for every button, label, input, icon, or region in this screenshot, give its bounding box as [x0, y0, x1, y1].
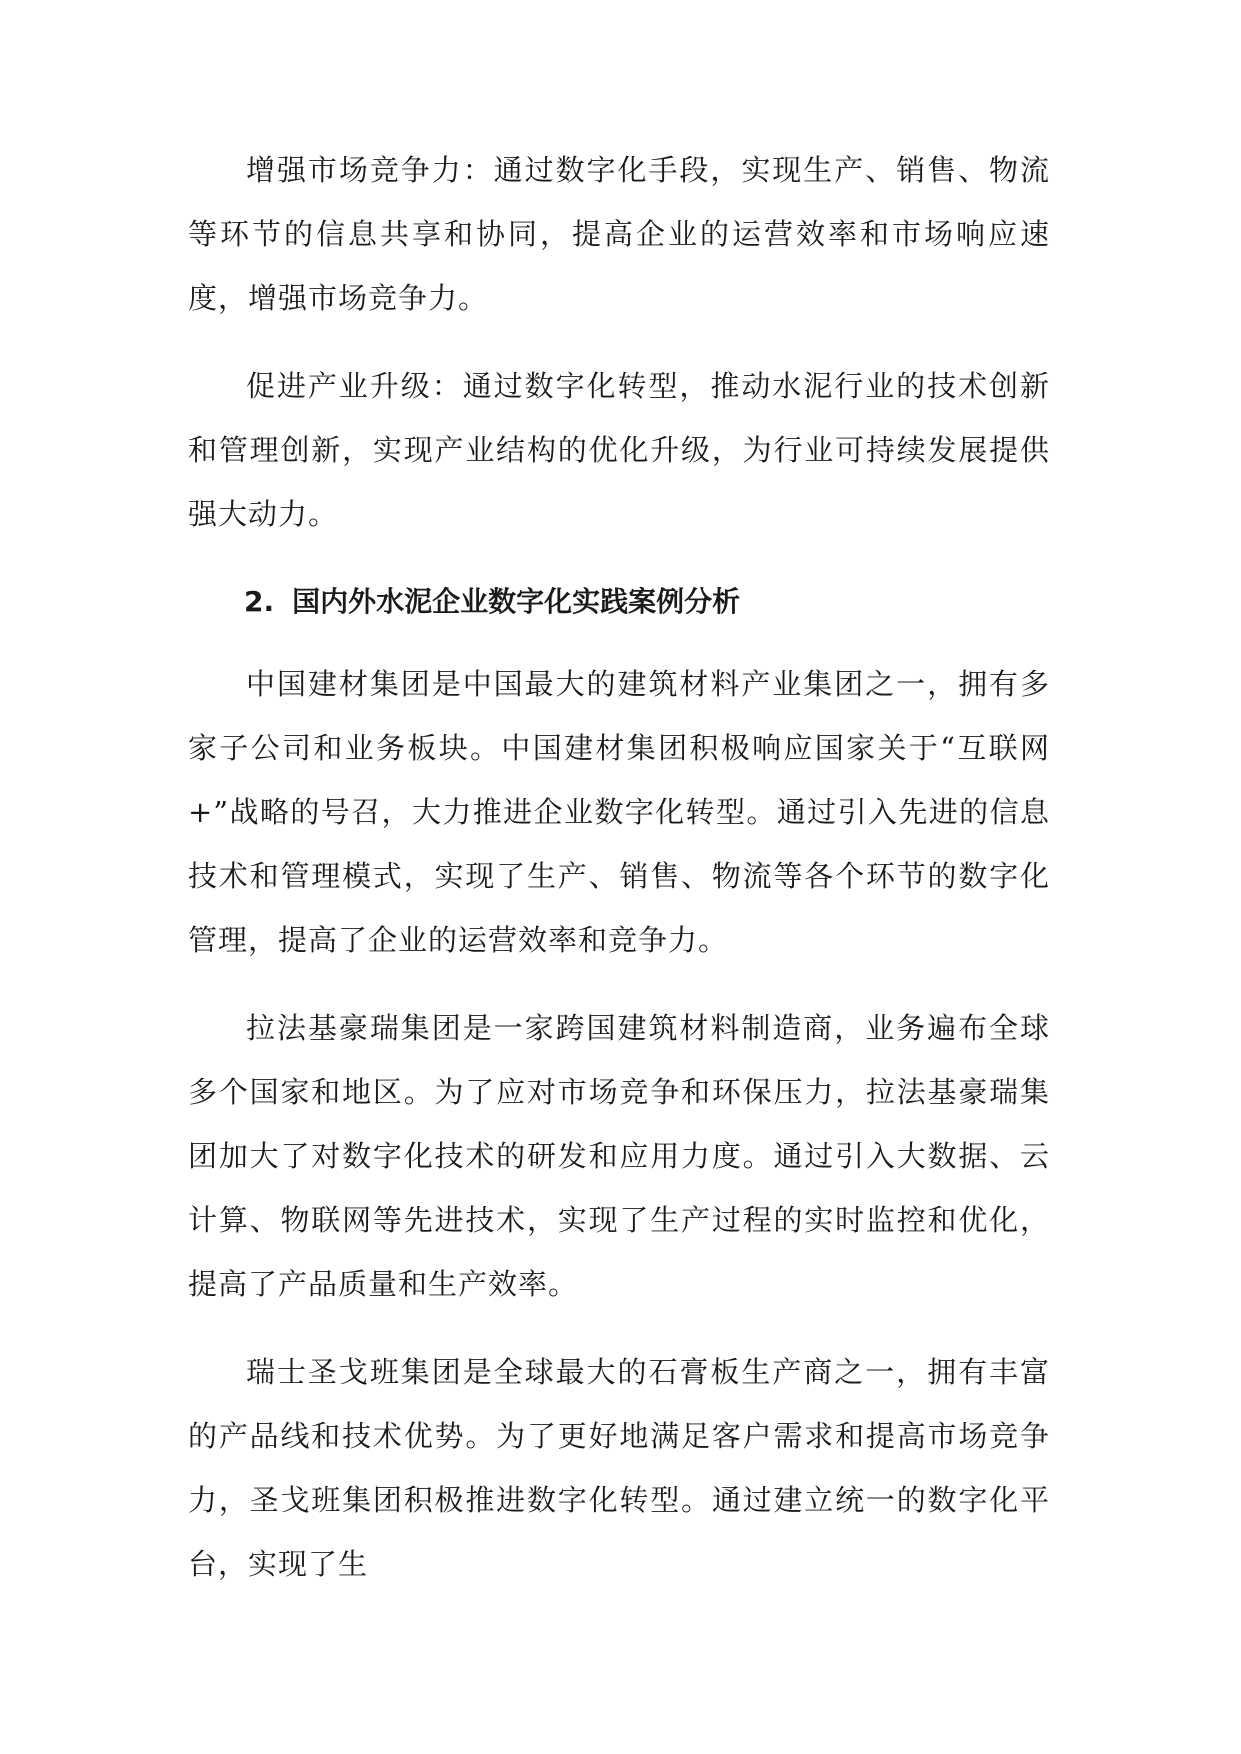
section-heading — [188, 570, 1050, 634]
section-number: 2. — [244, 585, 275, 618]
paragraph-lafargeholcim-case: 拉法基豪瑞集团是一家跨国建筑材料制造商，业务遍布全球多个国家和地区。为了应对市场竞争和环保压力，拉法基豪瑞集团加大了对数字化技术的研发和应用力度。通过引入大数据、云计算、物联网等先进技术，实现了生产过程的实时监控和优化，提高了产品质量和生产效率。 — [188, 1011, 1050, 1301]
section-title: 国内外水泥企业数字化实践案例分析 — [292, 585, 741, 618]
paragraph-cnbm-case: 中国建材集团是中国最大的建筑材料产业集团之一，拥有多家子公司和业务板块。中国建材集团积极响应国家关于“互联网+”战略的号召，大力推进企业数字化转型。通过引入先进的信息技术和管理模式，实现了生产、销售、物流等各个环节的数字化管理，提高了企业的运营效率和竞争力。 — [188, 667, 1050, 957]
paragraph-industry-upgrade: 促进产业升级：通过数字化转型，推动水泥行业的技术创新和管理创新，实现产业结构的优化升级，为行业可持续发展提供强大动力。 — [188, 369, 1050, 531]
paragraph-saint-gobain-case: 瑞士圣戈班集团是全球最大的石膏板生产商之一，拥有丰富的产品线和技术优势。为了更好地满足客户需求和提高市场竞争力，圣戈班集团积极推进数字化转型。通过建立统一的数字化平台，实现了生 — [188, 1355, 1050, 1581]
document-page — [188, 138, 1050, 1620]
paragraph-market-competitiveness: 增强市场竞争力：通过数字化手段，实现生产、销售、物流等环节的信息共享和协同，提高企业的运营效率和市场响应速度，增强市场竞争力。 — [188, 153, 1050, 315]
